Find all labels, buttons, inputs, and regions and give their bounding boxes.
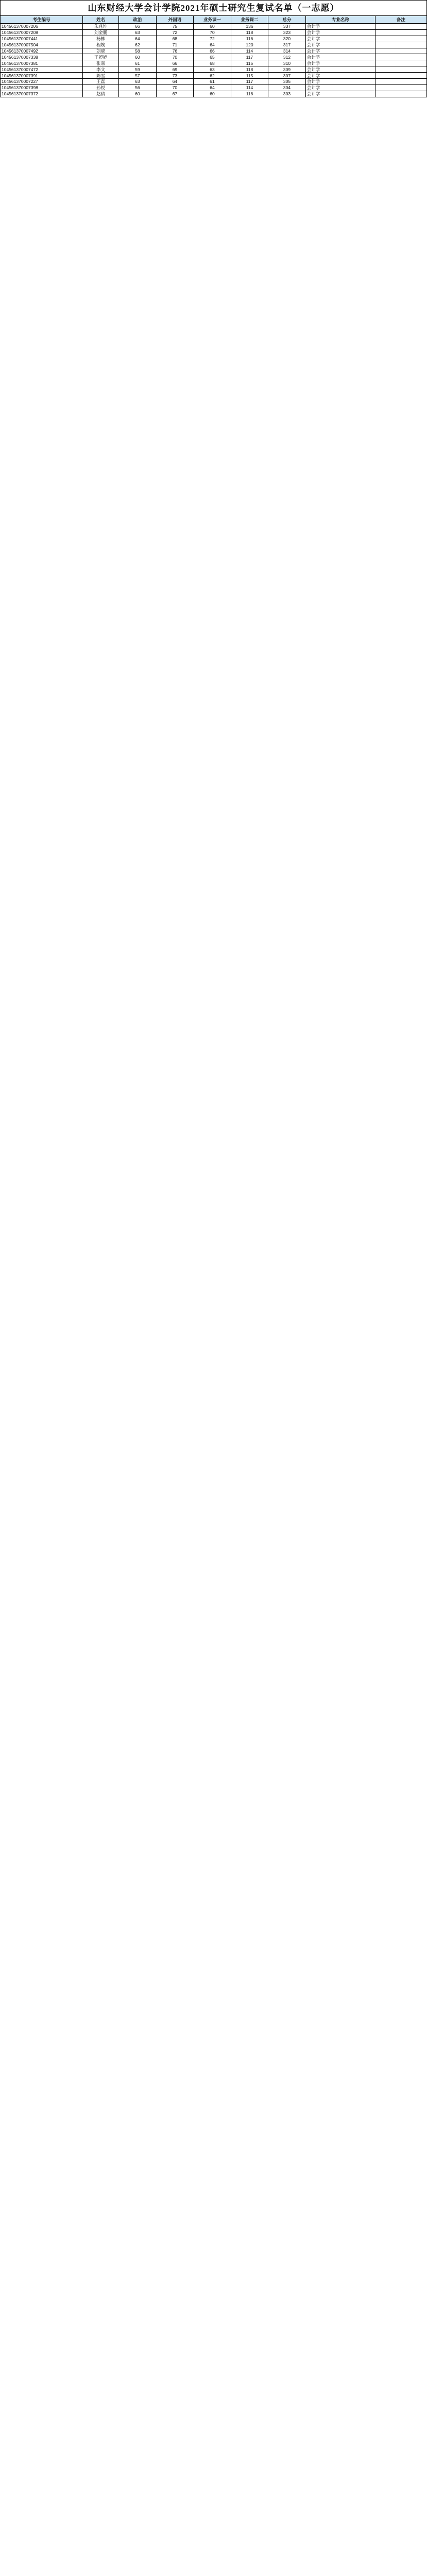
header-total: 总分 — [268, 16, 306, 24]
cell-foreign-language: 72 — [156, 29, 194, 36]
table-row — [1, 36, 427, 42]
cell-exam-id: 104561370007391 — [1, 73, 83, 79]
cell-course-two: 117 — [231, 79, 268, 85]
cell-course-one: 64 — [194, 84, 231, 91]
cell-course-one: 66 — [194, 48, 231, 54]
table-header-row — [1, 16, 427, 24]
cell-course-one: 64 — [194, 42, 231, 48]
cell-remark — [375, 60, 426, 66]
cell-name: 陈雪 — [83, 73, 119, 79]
cell-exam-id: 104561370007492 — [1, 48, 83, 54]
cell-major: 会计学 — [305, 48, 375, 54]
cell-major: 会计学 — [305, 60, 375, 66]
cell-name: 王磊 — [83, 79, 119, 85]
table-row — [1, 54, 427, 60]
cell-remark — [375, 42, 426, 48]
cell-foreign-language: 67 — [156, 91, 194, 97]
header-foreign-language: 外国语 — [156, 16, 194, 24]
header-politics: 政治 — [119, 16, 157, 24]
cell-total: 307 — [268, 73, 306, 79]
cell-exam-id: 104561370007504 — [1, 42, 83, 48]
cell-foreign-language: 69 — [156, 66, 194, 73]
applicant-table — [0, 15, 427, 97]
cell-total: 337 — [268, 24, 306, 30]
cell-major: 会计学 — [305, 42, 375, 48]
cell-course-one: 65 — [194, 54, 231, 60]
cell-total: 309 — [268, 66, 306, 73]
cell-course-one: 72 — [194, 36, 231, 42]
cell-course-two: 118 — [231, 29, 268, 36]
cell-politics: 56 — [119, 84, 157, 91]
cell-major: 会计学 — [305, 91, 375, 97]
cell-foreign-language: 64 — [156, 79, 194, 85]
table-row — [1, 29, 427, 36]
cell-total: 314 — [268, 48, 306, 54]
table-row — [1, 73, 427, 79]
cell-total: 312 — [268, 54, 306, 60]
cell-remark — [375, 54, 426, 60]
cell-major: 会计学 — [305, 79, 375, 85]
cell-exam-id: 104561370007338 — [1, 54, 83, 60]
header-exam-id: 考生编号 — [1, 16, 83, 24]
cell-course-one: 60 — [194, 24, 231, 30]
cell-name: 杨柳 — [83, 36, 119, 42]
header-course-two: 业务课二 — [231, 16, 268, 24]
cell-exam-id: 104561370007441 — [1, 36, 83, 42]
cell-course-two: 117 — [231, 54, 268, 60]
cell-total: 317 — [268, 42, 306, 48]
cell-course-two: 116 — [231, 36, 268, 42]
cell-course-one: 70 — [194, 29, 231, 36]
cell-course-two: 118 — [231, 66, 268, 73]
cell-name: 朱兆坤 — [83, 24, 119, 30]
cell-course-one: 61 — [194, 79, 231, 85]
cell-major: 会计学 — [305, 73, 375, 79]
cell-foreign-language: 73 — [156, 73, 194, 79]
cell-course-two: 114 — [231, 48, 268, 54]
table-row — [1, 91, 427, 97]
cell-exam-id: 104561370007381 — [1, 60, 83, 66]
cell-remark — [375, 24, 426, 30]
cell-politics: 58 — [119, 48, 157, 54]
cell-politics: 62 — [119, 42, 157, 48]
cell-major: 会计学 — [305, 54, 375, 60]
cell-name: 赵倩 — [83, 91, 119, 97]
cell-foreign-language: 66 — [156, 60, 194, 66]
cell-course-two: 120 — [231, 42, 268, 48]
cell-name: 程婉 — [83, 42, 119, 48]
cell-major: 会计学 — [305, 84, 375, 91]
cell-politics: 60 — [119, 54, 157, 60]
cell-foreign-language: 75 — [156, 24, 194, 30]
cell-total: 303 — [268, 91, 306, 97]
page-title: 山东财经大学会计学院2021年硕士研究生复试名单（一志愿） — [0, 0, 427, 15]
cell-name: 刘晓 — [83, 48, 119, 54]
table-row — [1, 84, 427, 91]
cell-name: 孙悦 — [83, 84, 119, 91]
cell-major: 会计学 — [305, 24, 375, 30]
cell-name: 王婷婷 — [83, 54, 119, 60]
cell-remark — [375, 29, 426, 36]
cell-exam-id: 104561370007208 — [1, 29, 83, 36]
cell-course-two: 116 — [231, 91, 268, 97]
header-remark: 备注 — [375, 16, 426, 24]
cell-major: 会计学 — [305, 29, 375, 36]
cell-politics: 61 — [119, 60, 157, 66]
cell-politics: 63 — [119, 29, 157, 36]
cell-total: 323 — [268, 29, 306, 36]
cell-politics: 60 — [119, 91, 157, 97]
table-row — [1, 60, 427, 66]
cell-politics: 66 — [119, 24, 157, 30]
header-course-one: 业务课一 — [194, 16, 231, 24]
table-row — [1, 42, 427, 48]
cell-politics: 63 — [119, 79, 157, 85]
cell-exam-id: 104561370007472 — [1, 66, 83, 73]
cell-total: 320 — [268, 36, 306, 42]
table-row — [1, 79, 427, 85]
cell-foreign-language: 70 — [156, 84, 194, 91]
header-major: 专业名称 — [305, 16, 375, 24]
cell-remark — [375, 84, 426, 91]
score-sheet — [0, 0, 427, 97]
cell-exam-id: 104561370007398 — [1, 84, 83, 91]
cell-politics: 59 — [119, 66, 157, 73]
cell-politics: 64 — [119, 36, 157, 42]
cell-total: 305 — [268, 79, 306, 85]
cell-foreign-language: 71 — [156, 42, 194, 48]
cell-foreign-language: 68 — [156, 36, 194, 42]
cell-foreign-language: 76 — [156, 48, 194, 54]
cell-exam-id: 104561370007227 — [1, 79, 83, 85]
table-row — [1, 48, 427, 54]
cell-remark — [375, 36, 426, 42]
cell-name: 张嘉 — [83, 60, 119, 66]
cell-remark — [375, 73, 426, 79]
cell-remark — [375, 79, 426, 85]
cell-course-two: 136 — [231, 24, 268, 30]
cell-politics: 57 — [119, 73, 157, 79]
cell-course-one: 68 — [194, 60, 231, 66]
table-row — [1, 66, 427, 73]
cell-course-two: 114 — [231, 84, 268, 91]
table-row — [1, 24, 427, 30]
table-body — [1, 24, 427, 97]
header-name: 姓名 — [83, 16, 119, 24]
cell-course-one: 62 — [194, 73, 231, 79]
cell-course-one: 63 — [194, 66, 231, 73]
cell-name: 李文 — [83, 66, 119, 73]
cell-total: 304 — [268, 84, 306, 91]
cell-course-two: 115 — [231, 60, 268, 66]
cell-foreign-language: 70 — [156, 54, 194, 60]
cell-total: 310 — [268, 60, 306, 66]
cell-exam-id: 104561370007372 — [1, 91, 83, 97]
cell-course-one: 60 — [194, 91, 231, 97]
cell-name: 刘金鹏 — [83, 29, 119, 36]
cell-major: 会计学 — [305, 66, 375, 73]
cell-exam-id: 104561370007206 — [1, 24, 83, 30]
cell-remark — [375, 91, 426, 97]
cell-remark — [375, 48, 426, 54]
cell-major: 会计学 — [305, 36, 375, 42]
cell-course-two: 115 — [231, 73, 268, 79]
cell-remark — [375, 66, 426, 73]
